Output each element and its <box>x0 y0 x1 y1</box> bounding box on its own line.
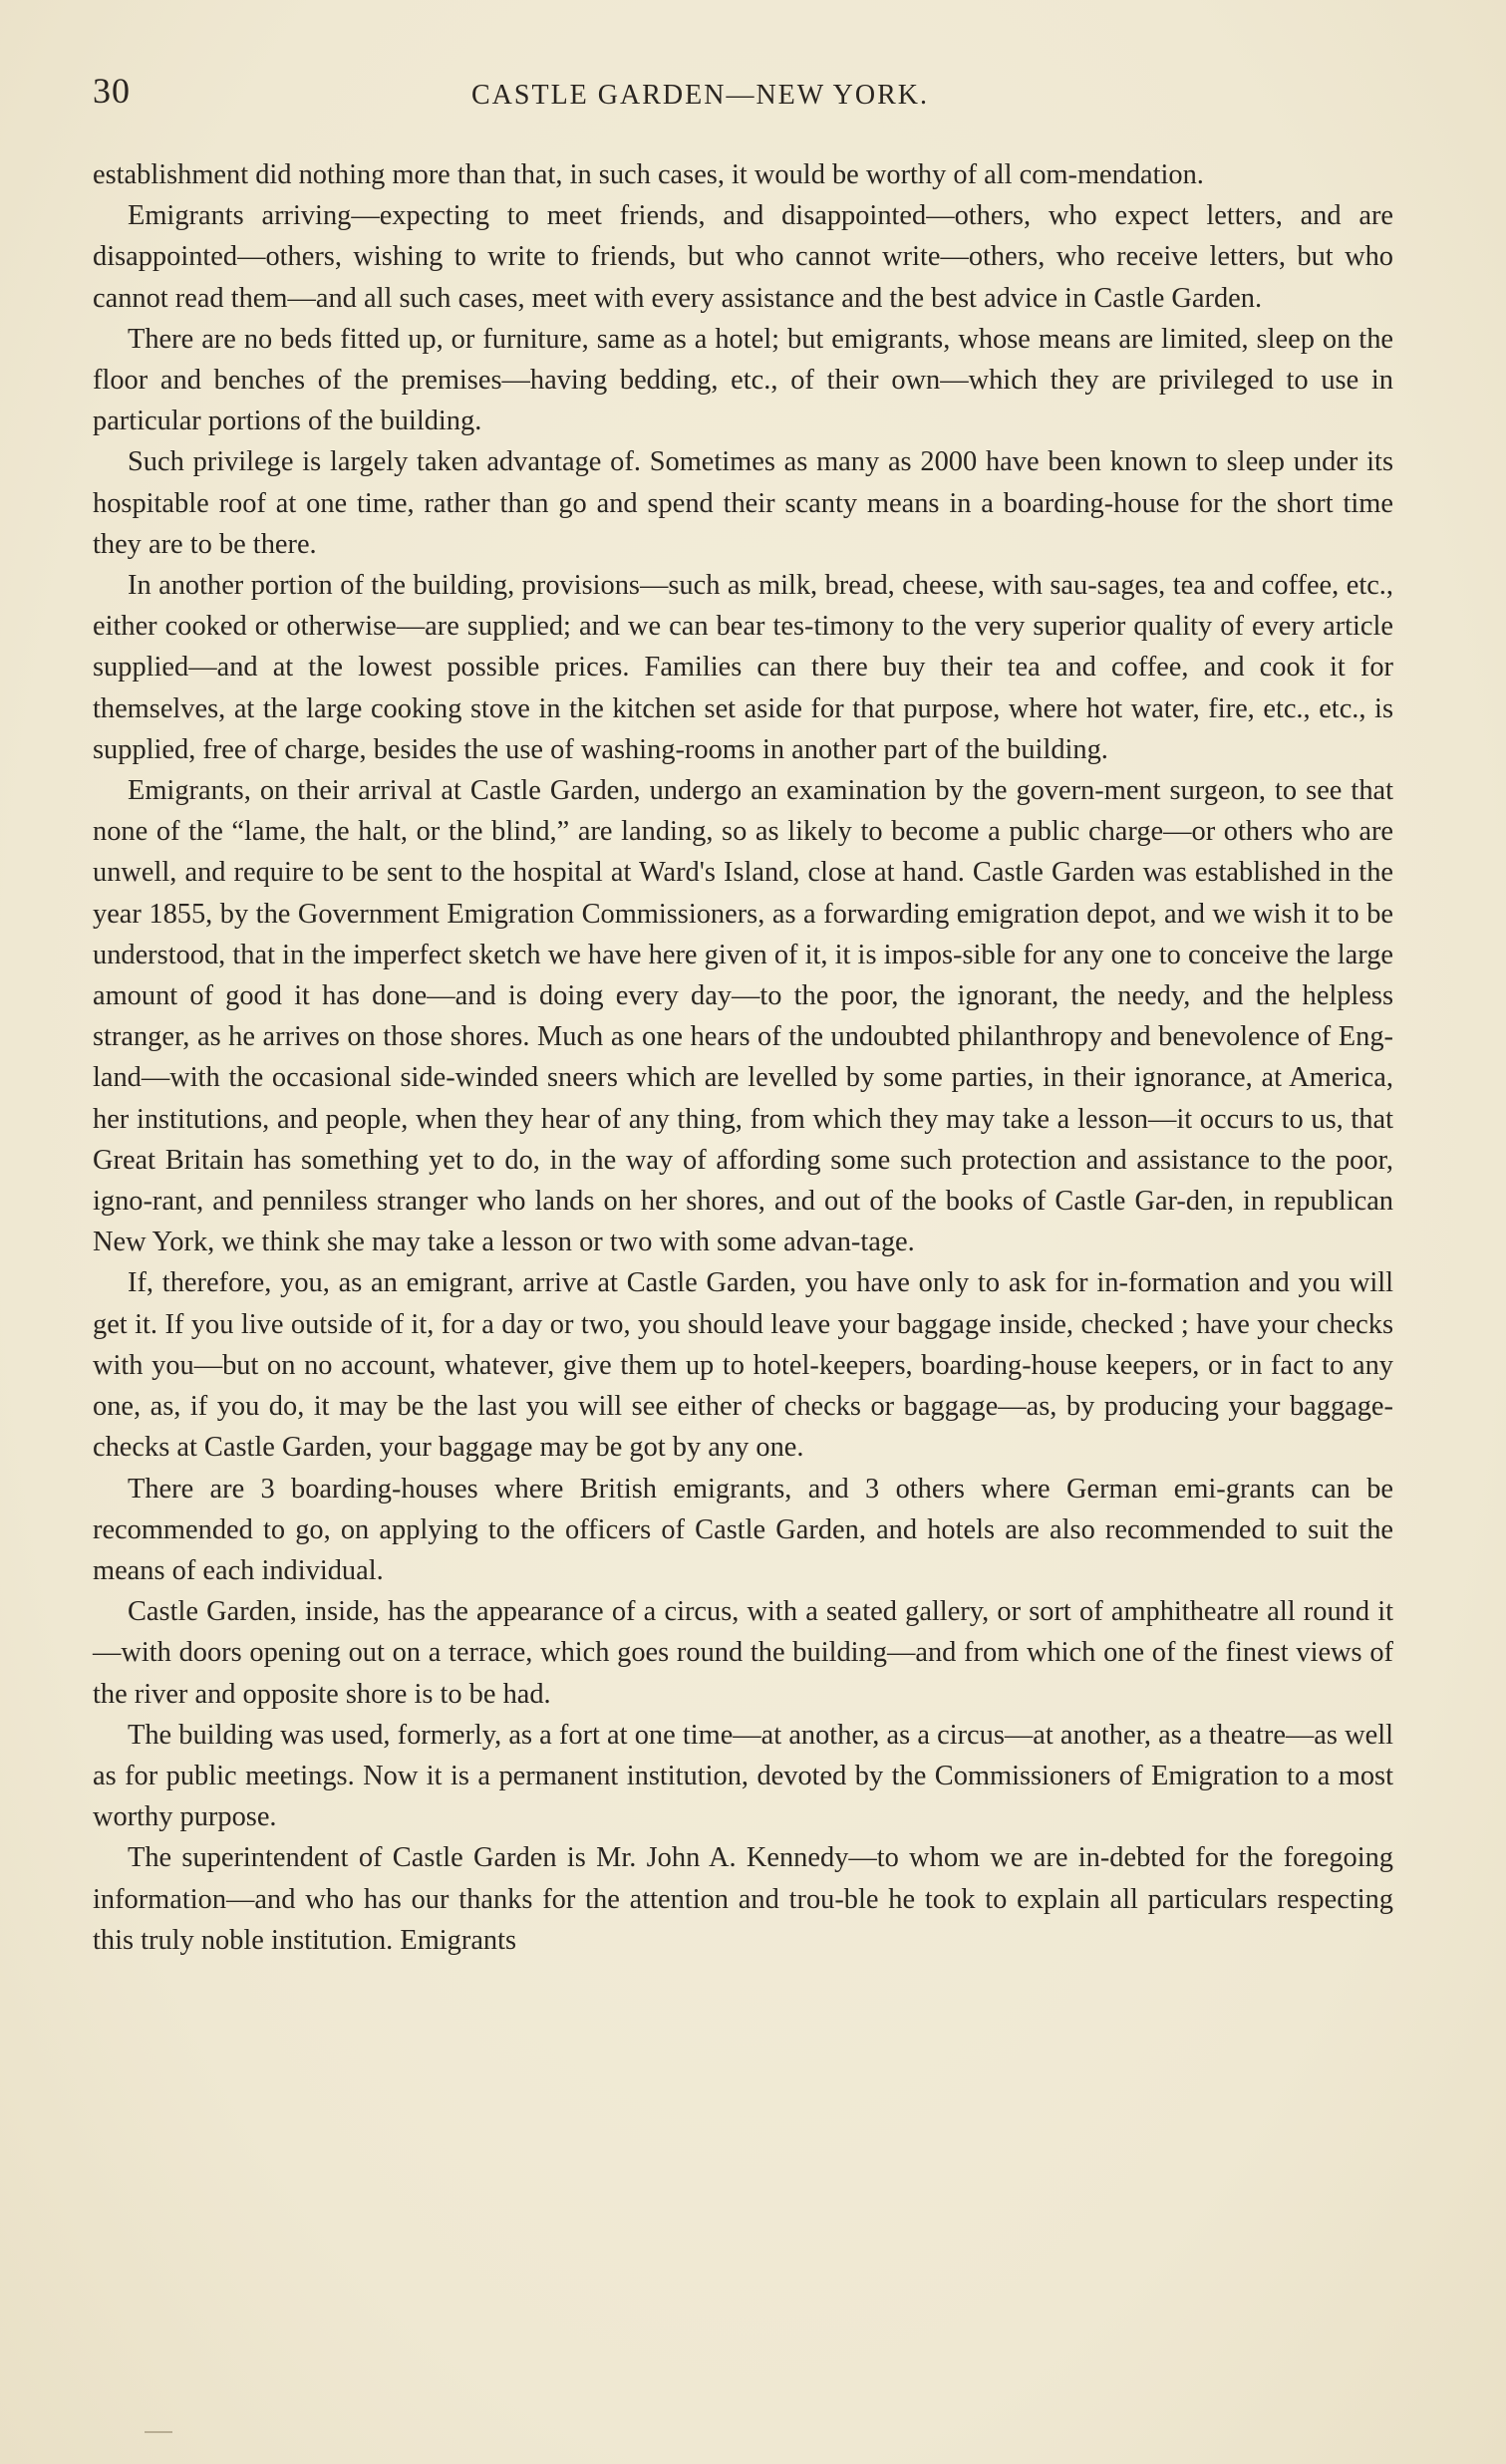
paragraph: Emigrants, on their arrival at Castle Garden, undergo an examination by the govern-ment surgeon, to see that none of the “lame, the halt, or the blind,” are landing, so as likely to become a public charge—or others who are unwell, and require to be sent to the hospital at Ward's Island, close at hand. Castle Garden was established in the year 1855, by the Government Emigration Commissioners, as a forwarding emigration depot, and we wish it to be understood, that in the imperfect sketch we have here given of it, it is impos-sible for any one to conceive the large amount of good it has done—and is doing every day—to the poor, the ignorant, the needy, and the helpless stranger, as he arrives on those shores. Much as one hears of the undoubted philanthropy and benevolence of Eng-land—with the occasional side-winded sneers which are levelled by some parties, in their ignorance, at America, her institutions, and people, when they hear of any thing, from which they may take a lesson—it occurs to us, that Great Britain has something yet to do, in the way of affording some such protection and assistance to the poor, igno-rant, and penniless stranger who lands on her shores, and out of the books of Castle Gar-den, in republican New York, we think she may take a lesson or two with some advan-tage. <box>93 775 1393 1258</box>
page-blemish <box>145 2431 172 2433</box>
paragraph: establishment did nothing more than that, in such cases, it would be worthy of all com-mendation. <box>93 159 1204 190</box>
paragraph: Such privilege is largely taken advantage of. Sometimes as many as 2000 have been known to sleep under its hospitable roof at one time, rather than go and spend their scanty means in a boarding-house for the short time they are to be there. <box>93 446 1393 560</box>
paragraph: There are no beds fitted up, or furniture, same as a hotel; but emigrants, whose means are limited, sleep on the floor and benches of the premises—having bedding, etc., of their own—which they are privileged to use in particular portions of the building. <box>93 323 1393 437</box>
paragraph: In another portion of the building, provisions—such as milk, bread, cheese, with sau-sages, tea and coffee, etc., either cooked or otherwise—are supplied; and we can bear tes-timony to the very superior quality of every article supplied—and at the lowest possible prices. Families can there buy their tea and coffee, and cook it for themselves, at the large cooking stove in the kitchen set aside for that purpose, where hot water, fire, etc., etc., is supplied, free of charge, besides the use of washing-rooms in another part of the building. <box>93 570 1393 765</box>
paragraph: The superintendent of Castle Garden is Mr. John A. Kennedy—to whom we are in-debted for the foregoing information—and who has our thanks for the attention and trou-ble he took to explain all particulars respecting this truly noble institution. Emigrants <box>93 1842 1393 1956</box>
paragraph: Emigrants arriving—expecting to meet friends, and disappointed—others, who expect letters, and are disappointed—others, wishing to write to friends, but who cannot write—others, who receive letters, but who cannot read them—and all such cases, meet with every assistance and the best advice in Castle Garden. <box>93 200 1393 314</box>
page-number: 30 <box>93 71 131 111</box>
paragraph: Castle Garden, inside, has the appearance of a circus, with a seated gallery, or sort of amphitheatre all round it—with doors opening out on a terrace, which goes round the building—and from which one of the finest views of the river and opposite shore is to be had. <box>93 1596 1393 1710</box>
paragraph: There are 3 boarding-houses where British emigrants, and 3 others where German emi-grants can be recommended to go, on applying to the officers of Castle Garden, and hotels are also recommended to suit the means of each individual. <box>93 1473 1393 1586</box>
running-head: CASTLE GARDEN—NEW YORK. <box>471 80 929 111</box>
body-text <box>93 154 1393 1961</box>
page-header <box>93 70 1388 120</box>
paragraph: If, therefore, you, as an emigrant, arrive at Castle Garden, you have only to ask for in-formation and you will get it. If you live outside of it, for a day or two, you should leave your baggage inside, checked ; have your checks with you—but on no account, whatever, give them up to hotel-keepers, boarding-house keepers, or in fact to any one, as, if you do, it may be the last you will see either of checks or baggage—as, by producing your baggage-checks at Castle Garden, your baggage may be got by any one. <box>93 1267 1393 1464</box>
paragraph: The building was used, formerly, as a fort at one time—at another, as a circus—at another, as a theatre—as well as for public meetings. Now it is a permanent institution, devoted by the Commissioners of Emigration to a most worthy purpose. <box>93 1719 1393 1833</box>
